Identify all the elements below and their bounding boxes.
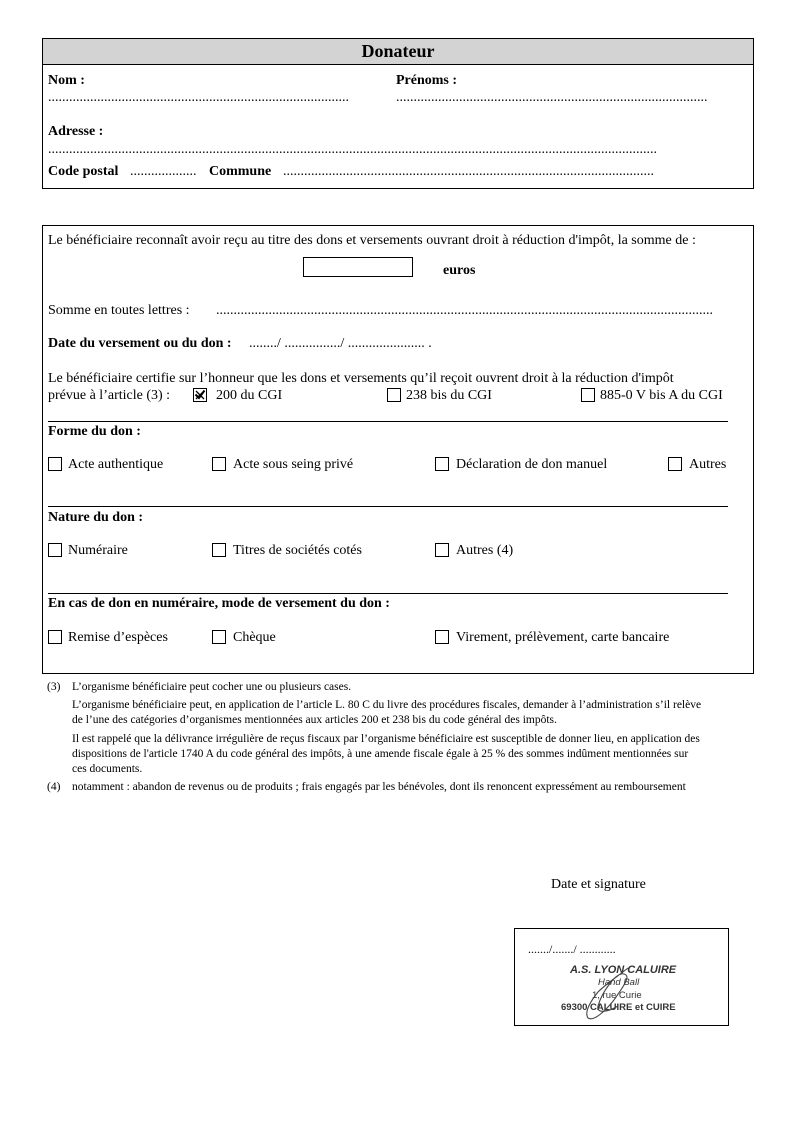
mode-cheque-checkbox[interactable]: [212, 630, 226, 644]
forme-sous-seing-checkbox[interactable]: [212, 457, 226, 471]
stamp-club-sport: Hand Ball: [598, 977, 640, 988]
divider: [48, 421, 728, 422]
stamp-club-name: A.S. LYON CALUIRE: [570, 964, 677, 976]
stamp-club-street: 1, rue Curie: [592, 990, 642, 1001]
forme-don-manuel-label: Déclaration de don manuel: [456, 457, 608, 472]
footnote-4-text: notamment : abandon de revenus ou de produits ; frais engagés par les bénévoles, dont ils renoncent expressément au remboursement: [72, 781, 686, 793]
forme-autres-label: Autres: [689, 457, 727, 472]
nom-label: Nom :: [48, 73, 85, 88]
article-238-label: 238 bis du CGI: [406, 388, 492, 403]
article-885-label: 885-0 V bis A du CGI: [600, 388, 723, 403]
forme-don-manuel-checkbox[interactable]: [435, 457, 449, 471]
nom-field[interactable]: ......................................................................................: [48, 90, 349, 105]
footnote-3-para2-line2: de l’une des catégories d’organismes mentionnées aux articles 200 et 238 bis du code général des impôts.: [72, 714, 557, 726]
forme-autres-checkbox[interactable]: [668, 457, 682, 471]
adresse-field[interactable]: ..............................................................................................................................................................................: [48, 142, 657, 157]
certify-line1: Le bénéficiaire certifie sur l’honneur que les dons et versements qu’il reçoit ouvrent droit à la réduction d'impôt: [48, 371, 674, 386]
nature-autres-checkbox[interactable]: [435, 543, 449, 557]
prenoms-label: Prénoms :: [396, 73, 458, 88]
signature-date-field[interactable]: ......./......./ ............: [528, 942, 616, 956]
stamp-club-city: 69300 CALUIRE et CUIRE: [561, 1002, 676, 1013]
letters-label: Somme en toutes lettres :: [48, 303, 190, 318]
code-postal-label: Code postal: [48, 164, 119, 179]
nature-autres-label: Autres (4): [456, 543, 514, 558]
footnote-3-para3-line2: dispositions de l'article 1740 A du code général des impôts, à une amende fiscale égale à 25 % des sommes indûment mentionnées sur: [72, 748, 689, 760]
euros-label: euros: [443, 263, 476, 278]
donor-header: Donateur: [43, 39, 753, 65]
date-label: Date du versement ou du don :: [48, 336, 232, 351]
divider: [48, 506, 728, 507]
forme-sous-seing-label: Acte sous seing privé: [233, 457, 354, 472]
checkmark-icon: [194, 389, 206, 401]
receipt-intro: Le bénéficiaire reconnaît avoir reçu au titre des dons et versements ouvrant droit à réduction d'impôt, la somme de :: [48, 233, 696, 248]
divider: [48, 593, 728, 594]
footnote-3-para2-line1: L’organisme bénéficiaire peut, en application de l’article L. 80 C du livre des procédures fiscales, demander à l’administration s’il relève: [72, 699, 702, 711]
mode-virement-label: Virement, prélèvement, carte bancaire: [456, 630, 670, 645]
footnote-3-para3-line3: ces documents.: [72, 763, 143, 775]
footnote-3-para3-line1: Il est rappelé que la délivrance irrégulière de reçus fiscaux par l’organisme bénéficiaire est susceptible de donner lieu, en application des: [72, 733, 700, 745]
mode-cheque-label: Chèque: [233, 630, 276, 645]
footnote-3-number: (3): [47, 681, 61, 693]
code-postal-field[interactable]: ...................: [130, 164, 197, 179]
mode-title: En cas de don en numéraire, mode de versement du don :: [48, 596, 390, 611]
forme-acte-authentique-label: Acte authentique: [68, 457, 164, 472]
footnote-4-number: (4): [47, 781, 61, 793]
signature-label: Date et signature: [551, 877, 646, 892]
nature-titres-checkbox[interactable]: [212, 543, 226, 557]
forme-title: Forme du don :: [48, 424, 141, 439]
article-885-checkbox[interactable]: [581, 388, 595, 402]
commune-label: Commune: [209, 164, 272, 179]
nature-numeraire-label: Numéraire: [68, 543, 128, 558]
article-238-checkbox[interactable]: [387, 388, 401, 402]
footnote-3-text: L’organisme bénéficiaire peut cocher une ou plusieurs cases.: [72, 681, 352, 693]
mode-virement-checkbox[interactable]: [435, 630, 449, 644]
certify-line2: prévue à l’article (3) :: [48, 388, 171, 403]
forme-acte-authentique-checkbox[interactable]: [48, 457, 62, 471]
mode-especes-label: Remise d’espèces: [68, 630, 168, 645]
article-200-checkbox[interactable]: [193, 388, 207, 402]
nature-titres-label: Titres de sociétés cotés: [233, 543, 362, 558]
date-field[interactable]: ......../ ................/ ...................... .: [249, 336, 432, 351]
article-200-label: 200 du CGI: [216, 388, 283, 403]
handwritten-signature-icon: [558, 962, 688, 1020]
nature-title: Nature du don :: [48, 510, 144, 525]
mode-especes-checkbox[interactable]: [48, 630, 62, 644]
prenoms-field[interactable]: .........................................................................................: [396, 90, 708, 105]
club-stamp: [558, 962, 688, 1020]
letters-field[interactable]: ..............................................................................................................................................: [216, 303, 713, 318]
nature-numeraire-checkbox[interactable]: [48, 543, 62, 557]
commune-field[interactable]: ..........................................................................................................: [283, 164, 654, 179]
amount-input[interactable]: [303, 257, 413, 277]
adresse-label: Adresse :: [48, 124, 104, 139]
